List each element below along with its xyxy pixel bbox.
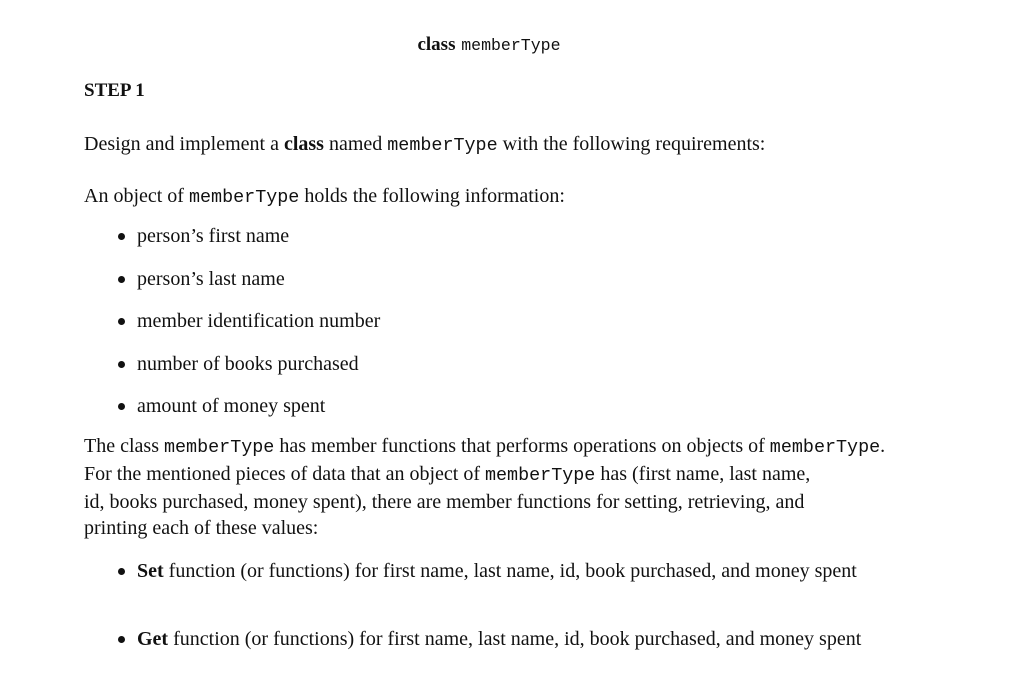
holds-paragraph xyxy=(84,183,565,211)
bullet-icon xyxy=(118,636,125,643)
bullet-icon xyxy=(118,403,125,410)
list-item-set xyxy=(112,558,897,626)
list-item xyxy=(112,223,380,266)
functions-line-3: id, books purchased, money spent), there are member functions for setting, retrieving, and xyxy=(84,491,805,513)
step-heading: STEP 1 xyxy=(84,80,145,101)
code-span: memberType xyxy=(769,437,881,458)
list-item-text: amount of money spent xyxy=(137,395,326,417)
list-item-text: person’s last name xyxy=(137,267,285,290)
list-item-text: member identification number xyxy=(137,310,381,332)
holds-code: memberType xyxy=(188,187,300,208)
function-text: function (or functions) for first name, last name, id, book purchased, and money spent xyxy=(163,560,857,582)
functions-line-4: printing each of these values: xyxy=(84,517,319,539)
list-item xyxy=(112,266,380,309)
intro-paragraph xyxy=(84,131,765,159)
functions-line-1 xyxy=(84,433,944,461)
bullet-icon xyxy=(118,361,125,368)
holds-text-pre: An object of xyxy=(84,185,189,207)
function-text: function (or functions) for first name, last name, id, book purchased, and money spent xyxy=(168,628,862,650)
list-item-get xyxy=(112,626,897,694)
intro-code: memberType xyxy=(387,135,498,156)
intro-text-pre: Design and implement a xyxy=(84,133,284,155)
title-keyword: class xyxy=(417,34,456,55)
list-item xyxy=(112,351,380,394)
bullet-icon xyxy=(118,318,125,325)
intro-keyword: class xyxy=(283,133,324,155)
info-list xyxy=(112,223,380,436)
bullet-icon xyxy=(118,568,125,575)
intro-text-mid: named xyxy=(323,133,388,155)
bullet-icon xyxy=(118,233,125,240)
code-span: memberType xyxy=(484,465,596,486)
function-list xyxy=(112,558,897,694)
intro-text-post: with the following requirements: xyxy=(497,133,766,155)
title-class-name: memberType xyxy=(461,36,561,55)
functions-line-2 xyxy=(84,461,944,489)
function-keyword: Set xyxy=(137,560,164,582)
functions-paragraph xyxy=(84,433,944,541)
document-title xyxy=(0,33,978,58)
bullet-icon xyxy=(118,276,125,283)
list-item xyxy=(112,308,380,351)
holds-text-post: holds the following information: xyxy=(299,185,565,207)
list-item xyxy=(112,393,380,436)
text-span: For the mentioned pieces of data that an object of xyxy=(84,463,485,485)
code-span: memberType xyxy=(163,437,275,458)
function-keyword: Get xyxy=(137,628,169,650)
text-span: has member functions that performs operations on objects of xyxy=(274,435,770,457)
text-span: has (first name, last name, xyxy=(595,463,811,485)
list-item-text: person’s first name xyxy=(137,225,290,247)
list-item-text: number of books purchased xyxy=(137,352,359,375)
text-span: . xyxy=(880,435,886,457)
text-span: The class xyxy=(84,435,164,457)
